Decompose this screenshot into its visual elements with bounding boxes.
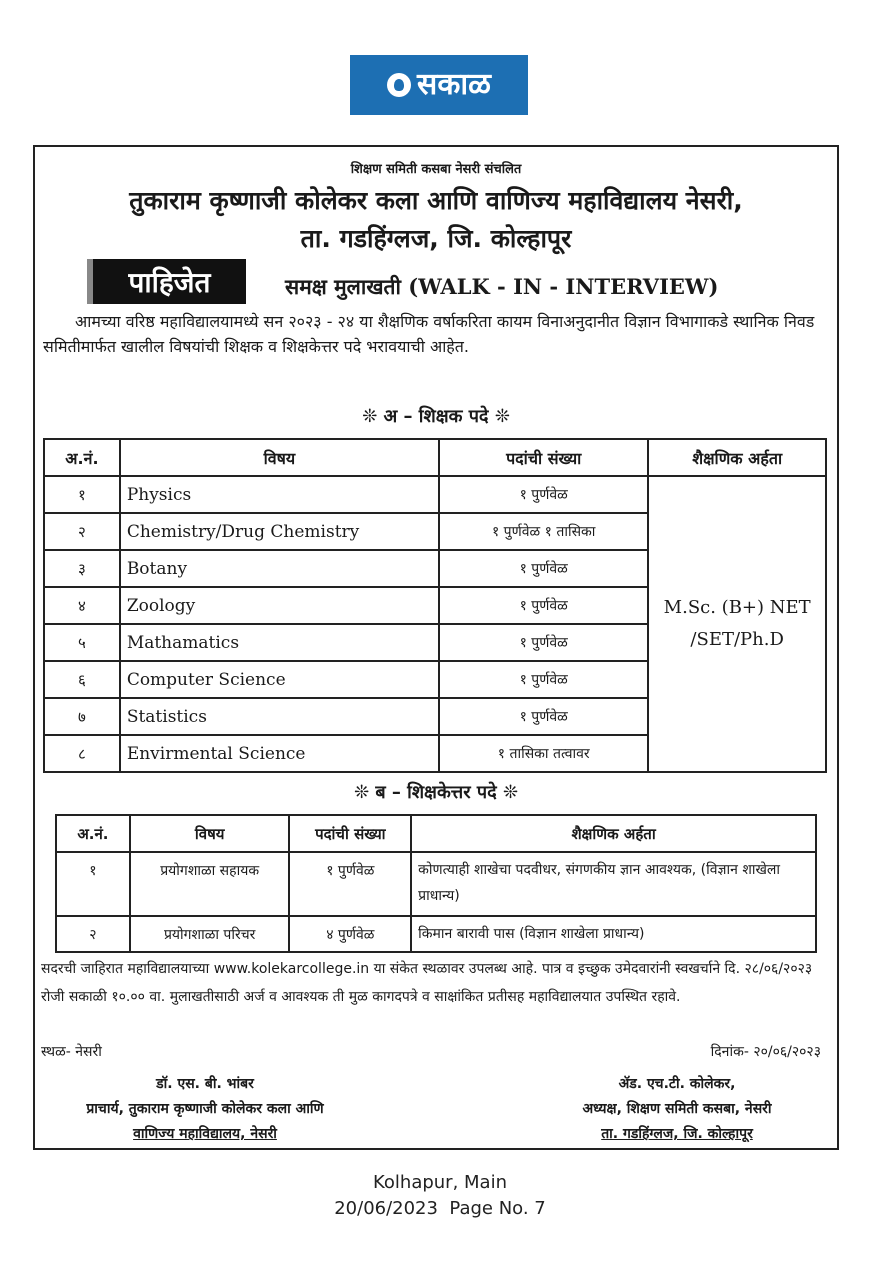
wanted-badge: पाहिजेत <box>93 259 246 304</box>
col-header-no: अ.नं. <box>44 439 120 476</box>
col-header-subject: विषय <box>120 439 439 476</box>
newspaper-logo <box>350 55 528 115</box>
row-number: ४ <box>44 587 120 624</box>
row-posts: १ तासिका तत्वावर <box>439 735 648 772</box>
row-posts: ४ पुर्णवेळ <box>289 916 411 952</box>
advertisement-box <box>33 145 839 1150</box>
row-subject: Envirmental Science <box>120 735 439 772</box>
sponsor-line: शिक्षण समिती कसबा नेसरी संचलित <box>350 162 522 177</box>
intro-paragraph: आमच्या वरिष्ठ महाविद्यालयामध्ये सन २०२३ - २४ या शैक्षणिक वर्षाकरिता कायम विनाअनुदानीत विज्ञान विभागाकडे स्थानिक निवड समितीमार्फत खालील विषयांची शिक्षक व शिक्षकेत्तर पदे भरावयाची आहेत. <box>43 312 815 356</box>
row-subject: Computer Science <box>120 661 439 698</box>
col-header-subject: विषय <box>130 815 290 852</box>
principal-title-line2: वाणिज्य महाविद्यालय, नेसरी <box>133 1126 277 1142</box>
row-subject: प्रयोगशाळा परिचर <box>130 916 290 952</box>
row-number: २ <box>56 916 130 952</box>
college-name-line2: ता. गडहिंग्लज, जि. कोल्हापूर <box>300 224 572 253</box>
chairman-title-line1: अध्यक्ष, शिक्षण समिती कसबा, नेसरी <box>582 1101 772 1117</box>
place-label: स्थळ- नेसरी <box>41 1044 102 1060</box>
logo-text: सकाळ <box>417 67 491 102</box>
table-row <box>56 916 816 952</box>
row-posts: १ पुर्णवेळ <box>439 698 648 735</box>
row-number: ६ <box>44 661 120 698</box>
row-posts: १ पुर्णवेळ <box>439 550 648 587</box>
section-a-title: ❊ अ – शिक्षक पदे ❊ <box>362 406 510 427</box>
chairman-name: ॲड. एच.टी. कोलेकर, <box>618 1076 736 1092</box>
caption-date-page: 20/06/2023 Page No. 7 <box>334 1198 546 1219</box>
table-header-row <box>44 439 826 476</box>
row-number: ८ <box>44 735 120 772</box>
row-number: ५ <box>44 624 120 661</box>
row-posts: १ पुर्णवेळ <box>439 624 648 661</box>
row-qualification: किमान बारावी पास (विज्ञान शाखेला प्राधान्य) <box>411 916 816 952</box>
row-qualification: कोणत्याही शाखेचा पदवीधर, संगणकीय ज्ञान आवश्यक, (विज्ञान शाखेला प्राधान्य) <box>411 852 816 916</box>
chairman-title-line2: ता. गडहिंग्लज, जि. कोल्हापूर <box>601 1126 753 1142</box>
table-header-row <box>56 815 816 852</box>
logo-emblem-icon <box>387 73 411 97</box>
row-subject: Botany <box>120 550 439 587</box>
principal-title-line1: प्राचार्य, तुकाराम कृष्णाजी कोलेकर कला आणि <box>86 1101 324 1117</box>
college-name <box>35 182 837 258</box>
col-header-no: अ.नं. <box>56 815 130 852</box>
table-row <box>56 852 816 916</box>
row-subject: Physics <box>120 476 439 513</box>
row-number: ७ <box>44 698 120 735</box>
date-label: दिनांक- २०/०६/२०२३ <box>710 1044 821 1060</box>
teaching-posts-table <box>43 438 827 773</box>
qualification-cell <box>648 476 826 772</box>
row-number: २ <box>44 513 120 550</box>
college-name-line1: तुकाराम कृष्णाजी कोलेकर कला आणि वाणिज्य महाविद्यालय नेसरी, <box>129 186 743 215</box>
row-posts: १ पुर्णवेळ <box>439 661 648 698</box>
col-header-posts: पदांची संख्या <box>439 439 648 476</box>
row-posts: १ पुर्णवेळ <box>439 476 648 513</box>
row-subject: Zoology <box>120 587 439 624</box>
interview-heading: समक्ष मुलाखती (WALK - IN - INTERVIEW) <box>285 274 719 299</box>
row-number: ३ <box>44 550 120 587</box>
row-posts: १ पुर्णवेळ <box>289 852 411 916</box>
row-subject: Statistics <box>120 698 439 735</box>
row-subject: Mathamatics <box>120 624 439 661</box>
qualification-line1: M.Sc. (B+) NET <box>663 597 811 618</box>
row-subject: प्रयोगशाळा सहायक <box>130 852 290 916</box>
principal-signature-block <box>45 1072 365 1147</box>
col-header-qualification: शैक्षणिक अर्हता <box>411 815 816 852</box>
section-b-title: ❊ ब – शिक्षकेत्तर पदे ❊ <box>354 782 518 803</box>
table-row <box>44 476 826 513</box>
col-header-qualification: शैक्षणिक अर्हता <box>648 439 826 476</box>
chairman-signature-block <box>537 1072 817 1147</box>
col-header-posts: पदांची संख्या <box>289 815 411 852</box>
row-posts: १ पुर्णवेळ <box>439 587 648 624</box>
row-subject: Chemistry/Drug Chemistry <box>120 513 439 550</box>
row-number: १ <box>56 852 130 916</box>
non-teaching-posts-table <box>55 814 817 953</box>
row-posts: १ पुर्णवेळ १ तासिका <box>439 513 648 550</box>
principal-name: डॉ. एस. बी. भांबर <box>156 1076 254 1092</box>
notice-paragraph: सदरची जाहिरात महाविद्यालयाच्या www.kolekarcollege.in या संकेत स्थळावर उपलब्ध आहे. पात्र व इच्छुक उमेदवारांनी स्वखर्चाने दि. २८/०६/२०२३ रोजी सकाळी १०.०० वा. मुलाखतीसाठी अर्ज व आवश्यक ती मुळ कागदपत्रे व साक्षांकित प्रतीसह महाविद्यालयात उपस्थित रहावे. <box>41 961 813 1005</box>
row-number: १ <box>44 476 120 513</box>
qualification-line2: /SET/Ph.D <box>690 629 784 650</box>
caption-edition: Kolhapur, Main <box>372 1172 507 1193</box>
